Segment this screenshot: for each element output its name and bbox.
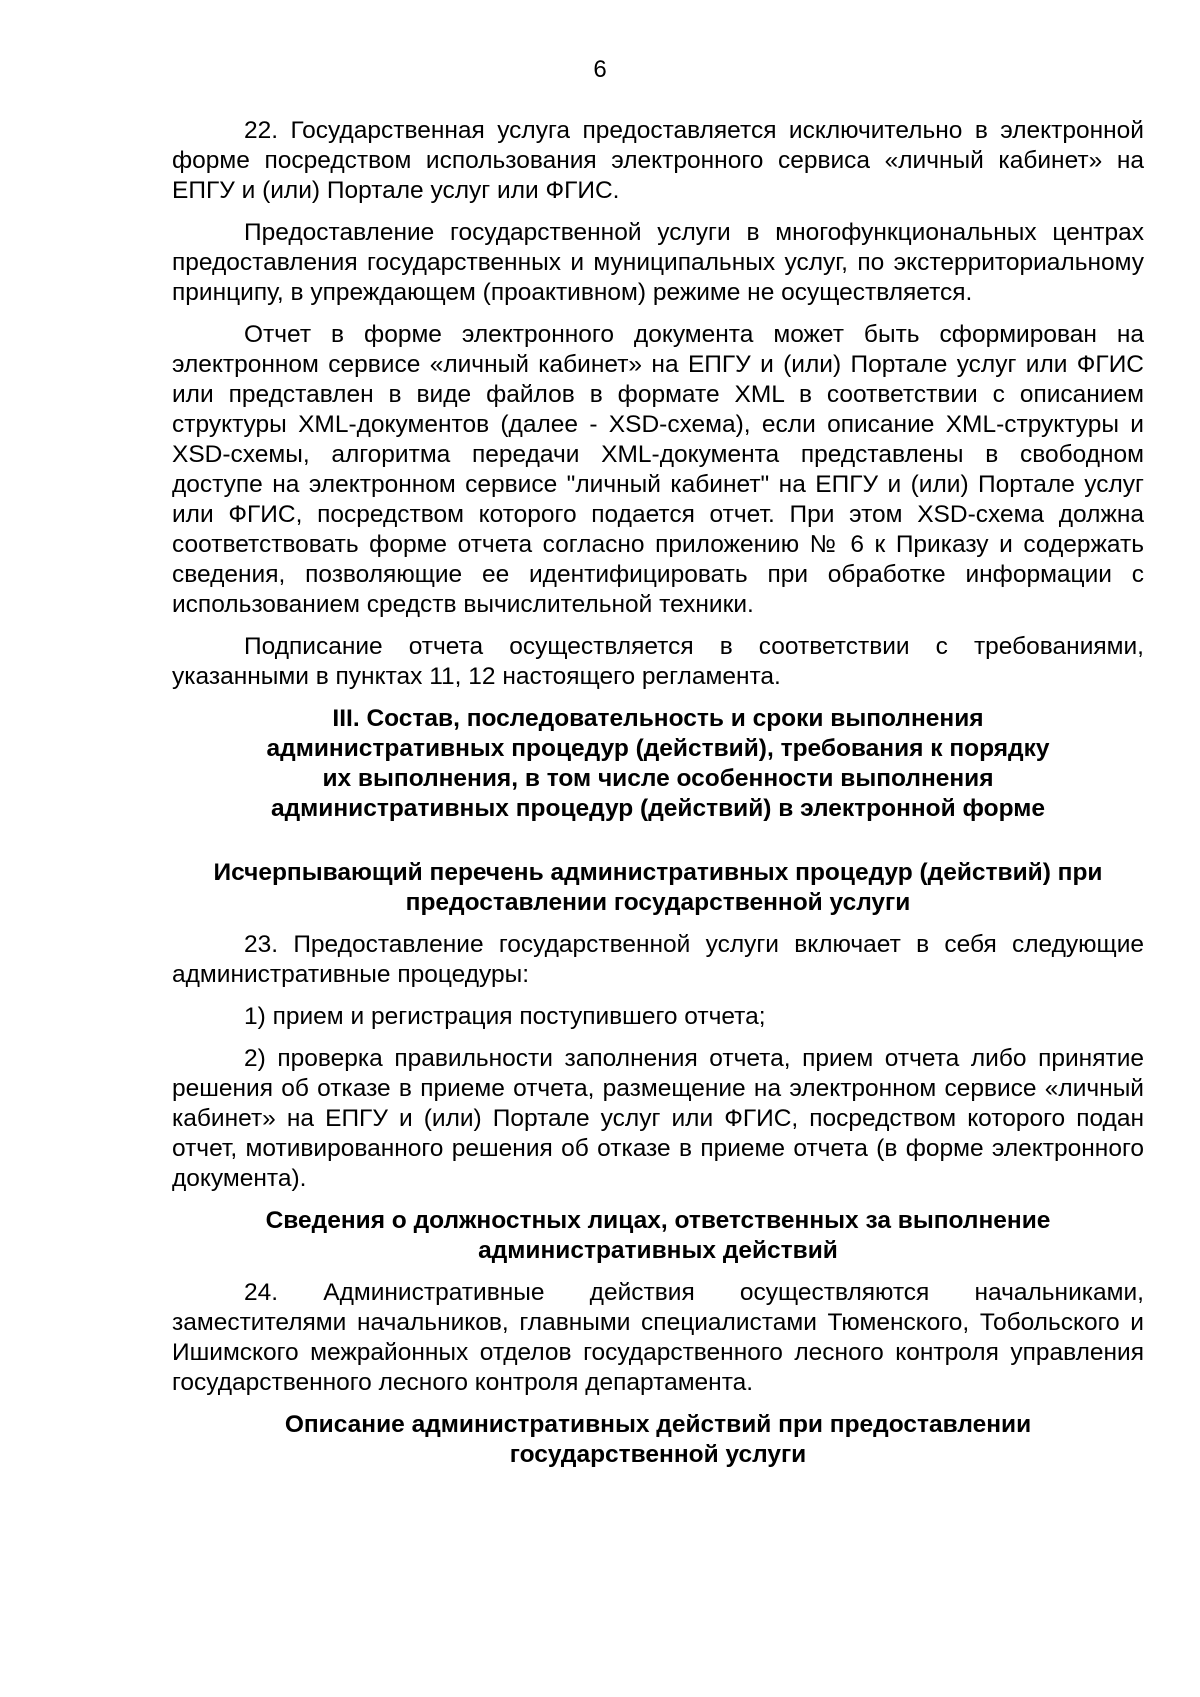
- paragraph-mfc: Предоставление государственной услуги в многофункциональных центрах предоставления государственных и муниципальных услуг, по экстерриториальному принципу, в упреждающем (проактивном) режиме не осуществляется.: [172, 219, 1144, 306]
- paragraph-22: 22. Государственная услуга предоставляется исключительно в электронной форме посредством использования электронного сервиса «личный кабинет» на ЕПГУ и (или) Портале услуг или ФГИС.: [172, 117, 1144, 204]
- document-body: [172, 116, 1144, 1482]
- paragraph-report-format: Отчет в форме электронного документа может быть сформирован на электронном сервисе «личный кабинет» на ЕПГУ и (или) Портале услуг или ФГИС или представлен в виде файлов в формате XML в соответствии с описанием структуры XML-документов (далее - XSD-схема), если описание XML-структуры и XSD-схемы, алгоритма передачи XML-документа представлены в свободном доступе на электронном сервисе "личный кабинет" на ЕПГУ и (или) Портале услуг или ФГИС, посредством которого подается отчет. При этом XSD-схема должна соответствовать форме отчета согласно приложению № 6 к Приказу и содержать сведения, позволяющие ее идентифицировать при обработке информации с использованием средств вычислительной техники.: [172, 321, 1144, 618]
- heading-line: Исчерпывающий перечень административных процедур (действий) при: [213, 859, 1103, 886]
- paragraph-signing: Подписание отчета осуществляется в соответствии с требованиями, указанными в пунктах 11, 12 настоящего регламента.: [172, 633, 1144, 690]
- heading-line: административных действий: [478, 1237, 838, 1264]
- list-item-2: 2) проверка правильности заполнения отчета, прием отчета либо принятие решения об отказе в приеме отчета, размещение на электронном сервисе «личный кабинет» на ЕПГУ и (или) Портале услуг или ФГИС, посредством которого подан отчет, мотивированного решения об отказе в приеме отчета (в форме электронного документа).: [172, 1045, 1144, 1192]
- heading-line: их выполнения, в том числе особенности выполнения: [322, 765, 994, 792]
- heading-line: Описание административных действий при предоставлении: [284, 1411, 1032, 1438]
- officials-heading: [172, 1206, 1144, 1266]
- actions-description-heading: [172, 1410, 1144, 1470]
- list-item-1: 1) прием и регистрация поступившего отчета;: [244, 1003, 766, 1030]
- heading-line: предоставлении государственной услуги: [405, 889, 911, 916]
- heading-line: государственной услуги: [509, 1441, 807, 1468]
- heading-line: Сведения о должностных лицах, ответственных за выполнение: [265, 1207, 1051, 1234]
- paragraph-23: 23. Предоставление государственной услуги включает в себя следующие административные процедуры:: [172, 931, 1144, 988]
- heading-line: административных процедур (действий), требования к порядку: [266, 735, 1050, 762]
- page-number: 6: [593, 56, 607, 83]
- heading-line: административных процедур (действий) в электронной форме: [271, 795, 1045, 822]
- section-iii-heading: [172, 704, 1144, 824]
- paragraph-24: 24. Административные действия осуществляются начальниками, заместителями начальников, главными специалистами Тюменского, Тобольского и Ишимского межрайонных отделов государственного лесного контроля управления государственного лесного контроля департамента.: [172, 1279, 1144, 1396]
- procedures-list-heading: [172, 858, 1144, 918]
- heading-line: III. Состав, последовательность и сроки выполнения: [332, 705, 984, 732]
